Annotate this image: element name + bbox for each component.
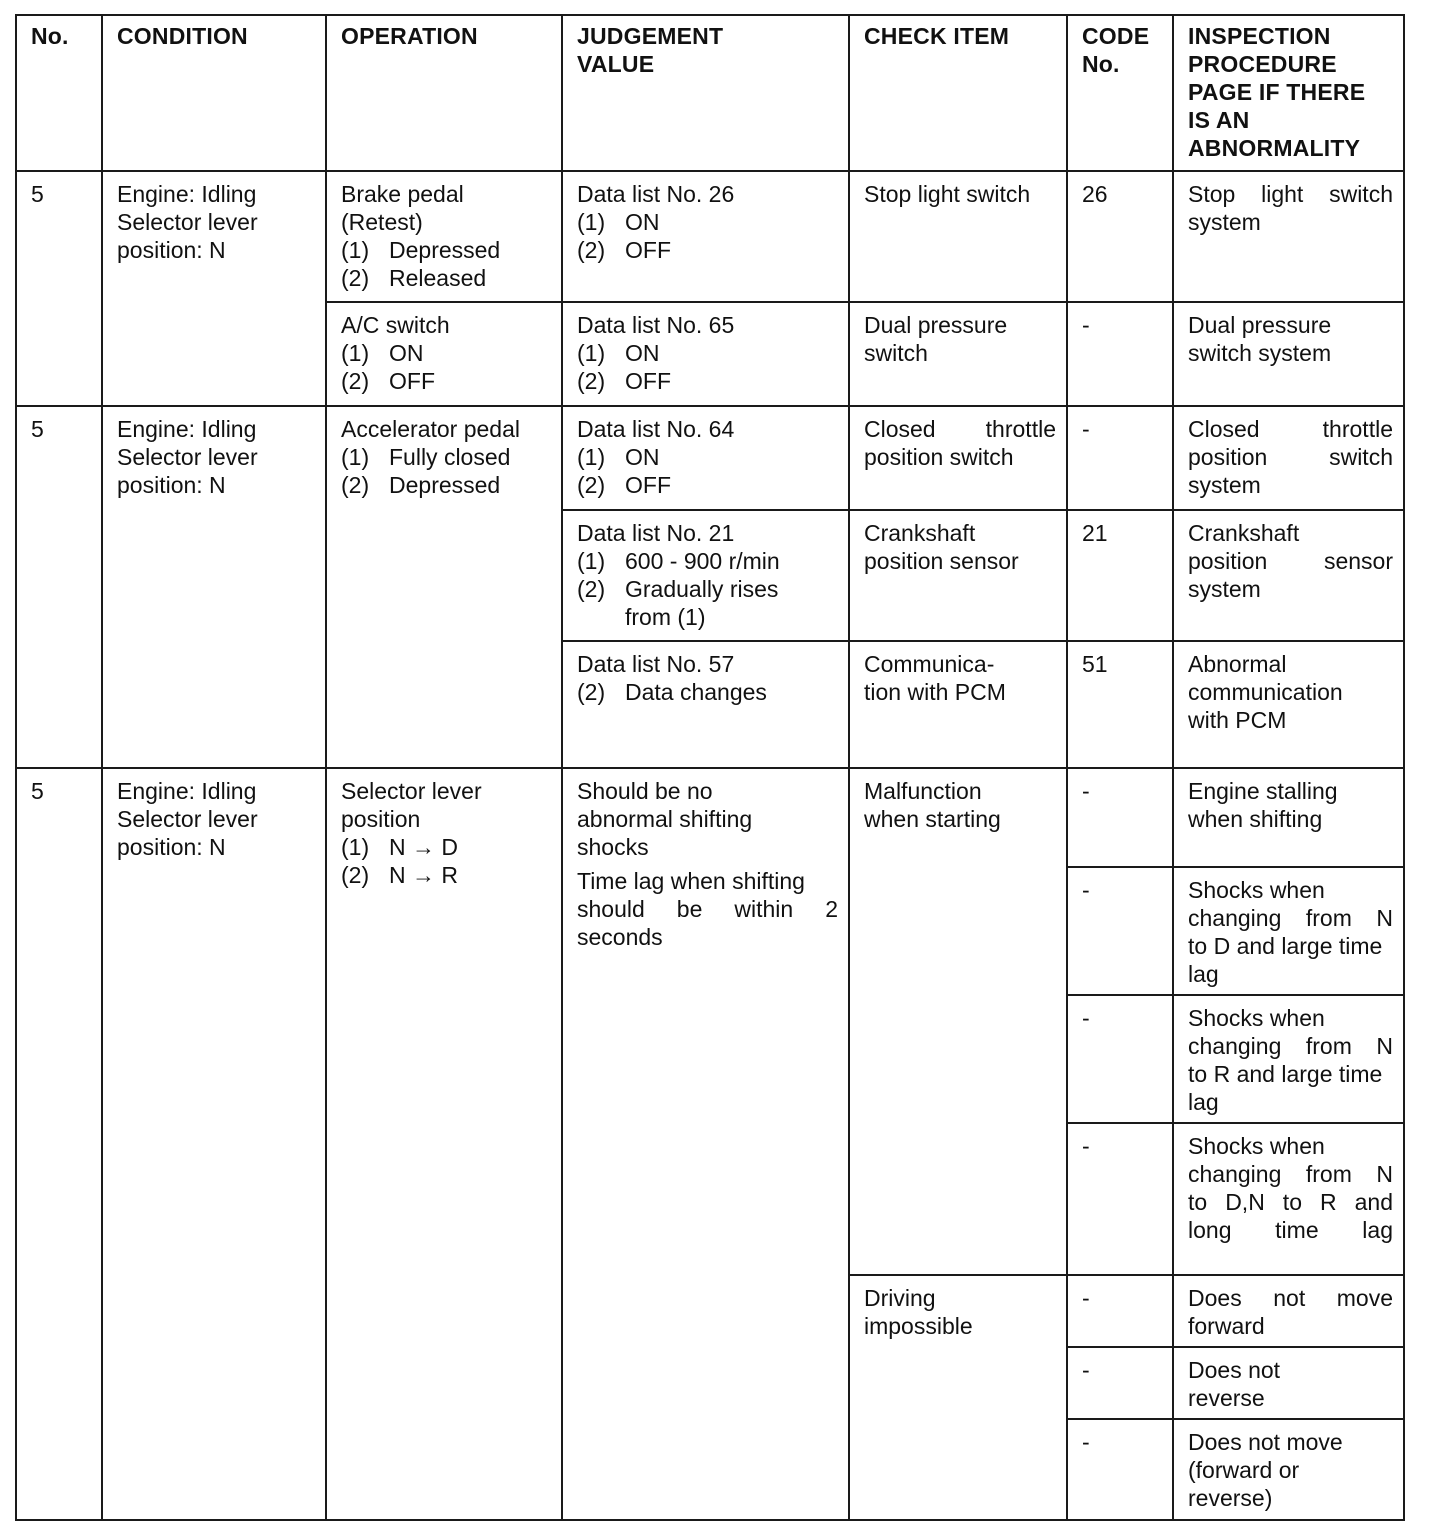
judgement-cell: Data list No. 64 (1) ON (2) OFF [562, 406, 849, 510]
header-check-item: CHECK ITEM [849, 15, 1067, 171]
group2-no: 5 [16, 406, 102, 768]
code-cell: - [1067, 302, 1173, 406]
group3-operation: Selector lever position (1) N → D (2) N → R [326, 768, 562, 1520]
inspection-cell: Does not reverse [1173, 1347, 1404, 1419]
group2-condition: Engine: Idling Selector lever position: N [102, 406, 326, 768]
code-cell: - [1067, 995, 1173, 1123]
code-cell: - [1067, 867, 1173, 995]
code-cell: - [1067, 768, 1173, 867]
judgement-cell: Data list No. 26 (1) ON (2) OFF [562, 171, 849, 302]
inspection-cell: Dual pressure switch system [1173, 302, 1404, 406]
check-item-cell: Communica- tion with PCM [849, 641, 1067, 768]
inspection-cell: Abnormal communication with PCM [1173, 641, 1404, 768]
operation-cell: A/C switch (1) ON (2) OFF [326, 302, 562, 406]
check-item-malfunction: Malfunction when starting [849, 768, 1067, 1275]
judgement-cell: Data list No. 57 (2) Data changes [562, 641, 849, 768]
table-row [16, 171, 1404, 302]
group2-operation: Accelerator pedal (1) Fully closed (2) Depressed [326, 406, 562, 768]
check-item-cell: Stop light switch [849, 171, 1067, 302]
check-item-cell: Closed throttle position switch [849, 406, 1067, 510]
code-cell: 21 [1067, 510, 1173, 641]
header-judgement-value: JUDGEMENT VALUE [562, 15, 849, 171]
header-row [16, 15, 1404, 171]
check-item-cell: Crankshaft position sensor [849, 510, 1067, 641]
judgement-cell: Data list No. 21 (1) 600 - 900 r/min (2) Gradually rises from (1) [562, 510, 849, 641]
code-cell: 51 [1067, 641, 1173, 768]
check-item-driving: Driving impossible [849, 1275, 1067, 1520]
code-cell: 26 [1067, 171, 1173, 302]
group1-no: 5 [16, 171, 102, 406]
code-cell: - [1067, 1275, 1173, 1347]
inspection-cell: Shocks when changing from N to R and large time lag [1173, 995, 1404, 1123]
operation-cell: Brake pedal (Retest) (1) Depressed (2) Released [326, 171, 562, 302]
inspection-cell: Stop light switch system [1173, 171, 1404, 302]
inspection-table-sheet [15, 14, 1403, 1509]
inspection-cell: Does not move forward [1173, 1275, 1404, 1347]
group3-no: 5 [16, 768, 102, 1520]
inspection-cell: Shocks when changing from N to D,N to R and long time lag [1173, 1123, 1404, 1275]
header-condition: CONDITION [102, 15, 326, 171]
group3-judgement: Should be no abnormal shifting shocks Time lag when shifting should be within 2 seconds [562, 768, 849, 1520]
check-item-cell: Dual pressure switch [849, 302, 1067, 406]
table-row [16, 406, 1404, 510]
group1-condition: Engine: Idling Selector lever position: N [102, 171, 326, 406]
code-cell: - [1067, 406, 1173, 510]
inspection-cell: Does not move (forward or reverse) [1173, 1419, 1404, 1520]
header-operation: OPERATION [326, 15, 562, 171]
inspection-table [15, 14, 1405, 1521]
table-row [16, 768, 1404, 867]
inspection-cell: Shocks when changing from N to D and large time lag [1173, 867, 1404, 995]
code-cell: - [1067, 1123, 1173, 1275]
header-no: No. [16, 15, 102, 171]
inspection-cell: Engine stalling when shifting [1173, 768, 1404, 867]
judgement-cell: Data list No. 65 (1) ON (2) OFF [562, 302, 849, 406]
inspection-cell: Crankshaft position sensor system [1173, 510, 1404, 641]
code-cell: - [1067, 1419, 1173, 1520]
header-code-no: CODE No. [1067, 15, 1173, 171]
code-cell: - [1067, 1347, 1173, 1419]
group3-condition: Engine: Idling Selector lever position: N [102, 768, 326, 1520]
inspection-cell: Closed throttle position switch system [1173, 406, 1404, 510]
header-inspection-procedure: INSPECTION PROCEDURE PAGE IF THERE IS AN ABNORMALITY [1173, 15, 1404, 171]
